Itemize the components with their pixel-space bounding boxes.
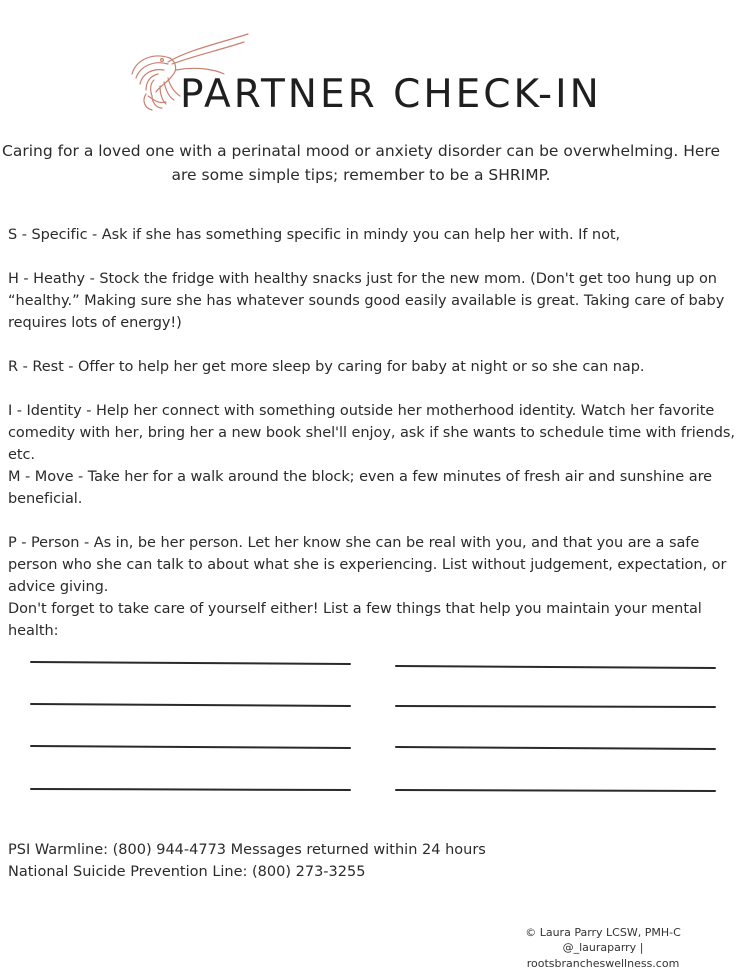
tip-specific: S - Specific - Ask if she has something specific in mindy you can help her with. If not, (8, 227, 621, 243)
intro-text: Caring for a loved one with a perinatal mood or anxiety disorder can be overwhelming. Here are some simple tips; remember to be a SHRIMP. (2, 142, 720, 184)
contact-text: @_lauraparry | rootsbrancheswellness.com (526, 941, 680, 970)
writing-lines (0, 650, 750, 810)
warmline-info: PSI Warmline: (800) 944-4773 Messages returned within 24 hours (8, 842, 486, 858)
self-care-prompt: Don't forget to take care of yourself either! List a few things that help you maintain your mental health: (8, 601, 702, 639)
writing-line (396, 666, 715, 668)
writing-line (31, 746, 350, 748)
writing-line (396, 747, 715, 749)
tip-move: M - Move - Take her for a walk around the block; even a few minutes of fresh air and sunshine are beneficial. (8, 469, 713, 507)
tip-healthy: H - Heathy - Stock the fridge with healthy snacks just for the new mom. (Don't get too hung up on “healthy.” Making sure she has whatever sounds good easily available is great. Taking care of baby requires lots of energy!) (8, 271, 725, 331)
tip-identity: I - Identity - Help her connect with something outside her motherhood identity. Watch her favorite comedity with her, bring her a new book shel'll enjoy, ask if she wants to schedule time with friends, etc. (8, 403, 735, 463)
tip-rest: R - Rest - Offer to help her get more sleep by caring for baby at night or so she can nap. (8, 359, 645, 375)
writing-line (396, 706, 715, 707)
writing-line (31, 662, 350, 664)
tip-person: P - Person - As in, be her person. Let her know she can be real with you, and that you are a safe person who she can talk to about what she is experiencing. List without judgement, expectation, or advice giving. (8, 535, 727, 595)
page-title: PARTNER CHECK-IN (180, 72, 602, 117)
writing-line (396, 790, 715, 791)
writing-line (31, 704, 350, 706)
writing-line (31, 789, 350, 790)
copyright-text: © Laura Parry LCSW, PMH-C (525, 926, 681, 939)
suicide-line-info: National Suicide Prevention Line: (800) 273-3255 (8, 864, 366, 880)
